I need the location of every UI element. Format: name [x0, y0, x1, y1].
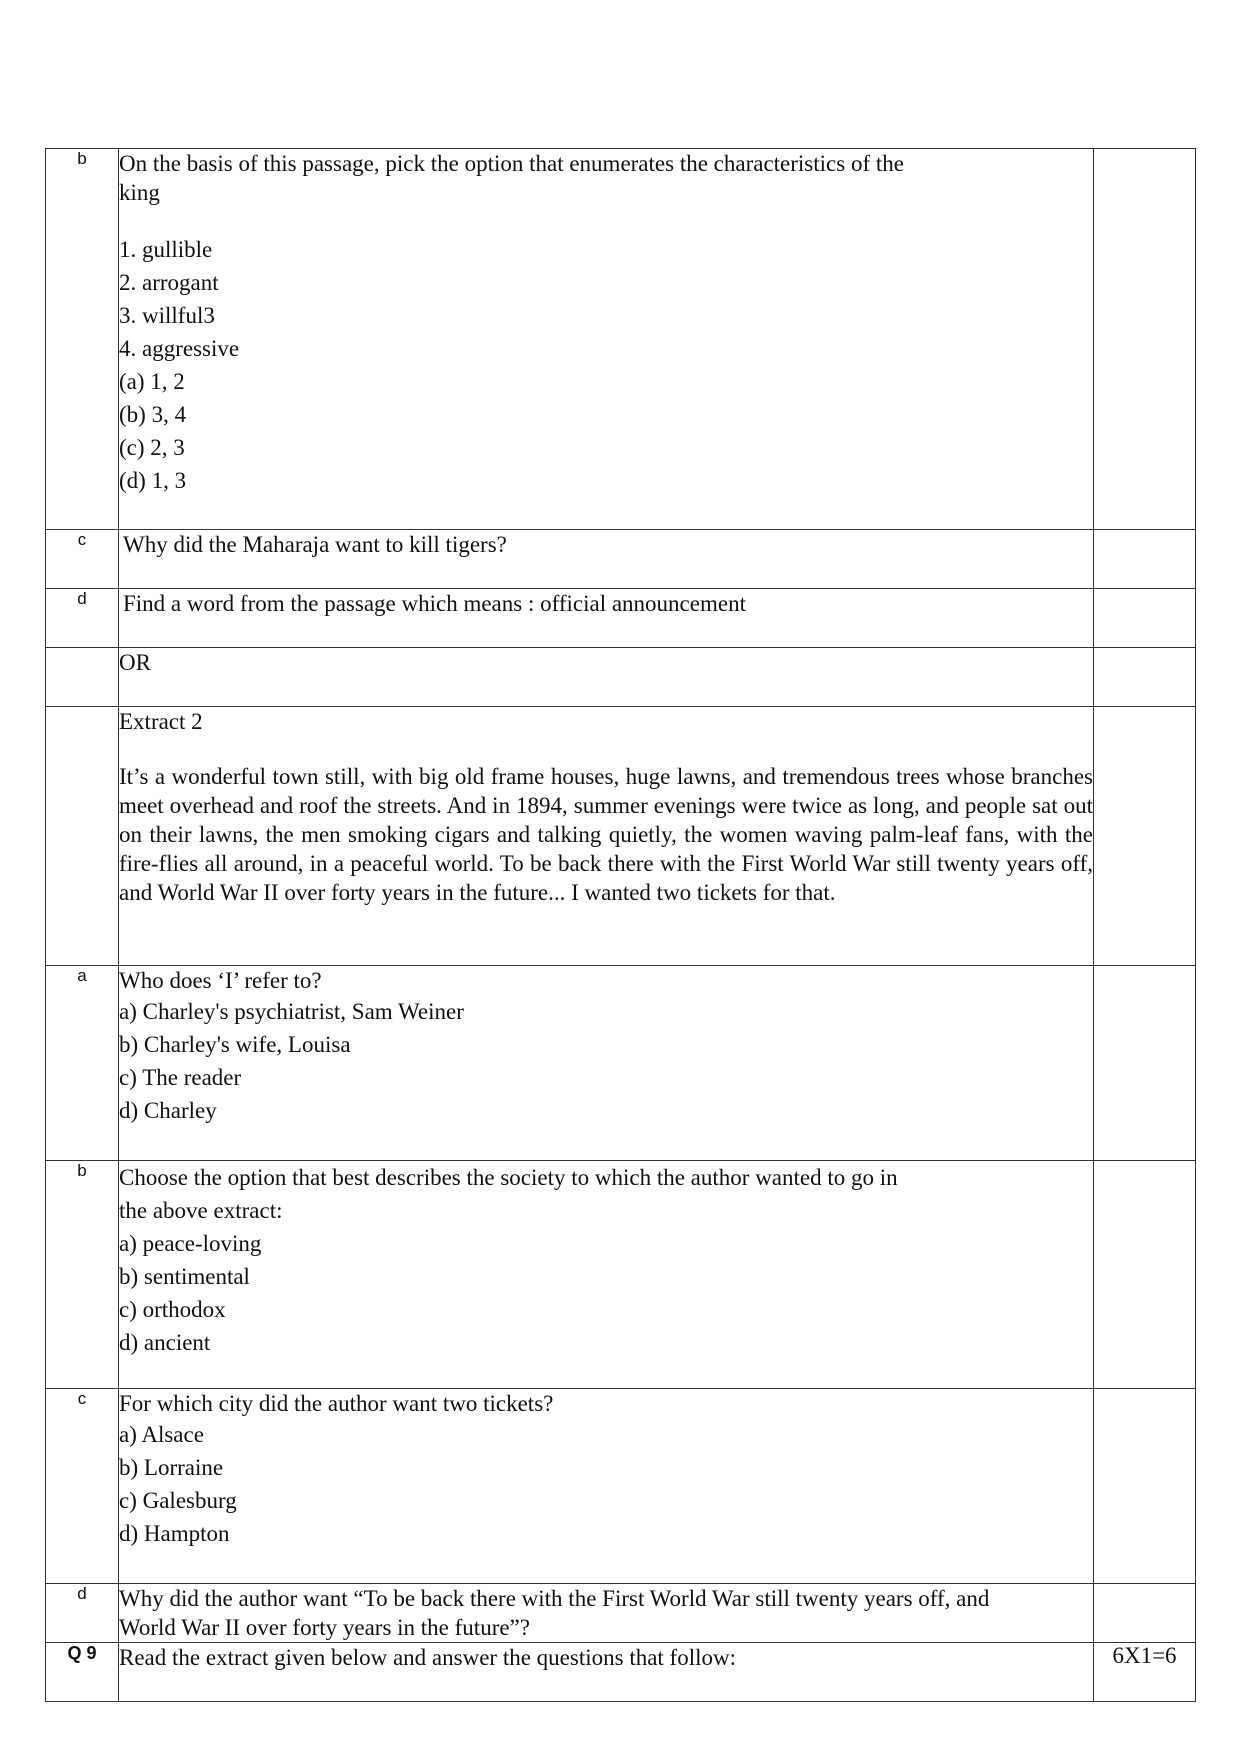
marks-cell [1094, 648, 1196, 707]
marks-cell [1094, 1389, 1196, 1584]
table-row [46, 1161, 1196, 1389]
option: (b) 3, 4 [119, 402, 187, 427]
question-cell [119, 1161, 1094, 1389]
option: (a) 1, 2 [119, 369, 185, 394]
question-cell [119, 1584, 1094, 1643]
question-text-line: the above extract: [119, 1198, 283, 1223]
table-row [46, 149, 1196, 530]
question-text: Find a word from the passage which means : official announcement [119, 589, 1094, 648]
question-text-line: Choose the option that best describes the society to which the author wanted to go in [119, 1165, 898, 1190]
question-number: Q 9 [46, 1643, 119, 1702]
option: b) Lorraine [119, 1455, 224, 1480]
option: a) Alsace [119, 1422, 204, 1447]
question-text-line: World War II over forty years in the future”? [119, 1615, 530, 1640]
option: c) orthodox [119, 1297, 226, 1322]
option: d) Hampton [119, 1521, 230, 1546]
option: (c) 2, 3 [119, 435, 185, 460]
option: c) The reader [119, 1065, 242, 1090]
extract-cell [119, 707, 1094, 966]
extract-passage: It’s a wonderful town still, with big old frame houses, huge lawns, and tremendous trees whose branches meet overhead and roof the streets. And in 1894, summer evenings were twice as long, and people sat out on their lawns, the men smoking cigars and talking quietly, the women waving palm-leaf fans, with the fire-flies all around, in a peaceful world. To be back there with the First World War still twenty years off, and World War II over forty years in the future... I wanted two tickets for that. [119, 764, 1093, 905]
marks-cell [1094, 589, 1196, 648]
table-row [46, 589, 1196, 648]
question-label [46, 707, 119, 966]
table-row [46, 1389, 1196, 1584]
option: c) Galesburg [119, 1488, 237, 1513]
option: b) sentimental [119, 1264, 250, 1289]
marks-cell [1094, 1584, 1196, 1643]
list-item: 2. arrogant [119, 270, 219, 295]
question-text: Who does ‘I’ refer to? [119, 968, 322, 993]
question-table [45, 148, 1196, 1702]
question-label: c [46, 530, 119, 589]
marks-cell [1094, 1161, 1196, 1389]
question-label: b [46, 149, 119, 530]
list-item: 1. gullible [119, 237, 213, 262]
question-label: a [46, 966, 119, 1161]
marks-cell [1094, 149, 1196, 530]
option: d) Charley [119, 1098, 217, 1123]
table-row [46, 1584, 1196, 1643]
table-row [46, 530, 1196, 589]
question-text-line: Why did the author want “To be back there with the First World War still twenty years off, and [119, 1586, 990, 1611]
list-item: 4. aggressive [119, 336, 240, 361]
table-row [46, 648, 1196, 707]
question-text: Why did the Maharaja want to kill tigers? [119, 530, 1094, 589]
option: (d) 1, 3 [119, 468, 187, 493]
question-cell [119, 149, 1094, 530]
table-row [46, 1643, 1196, 1702]
question-text-line: king [119, 180, 160, 205]
question-label: c [46, 1389, 119, 1584]
question-label: d [46, 1584, 119, 1643]
question-label: b [46, 1161, 119, 1389]
marks-cell [1094, 707, 1196, 966]
table-row [46, 966, 1196, 1161]
marks-cell [1094, 966, 1196, 1161]
extract-title: Extract 2 [119, 709, 203, 734]
list-item: 3. willful3 [119, 303, 215, 328]
question-cell [119, 1389, 1094, 1584]
question-label [46, 648, 119, 707]
option: a) peace-loving [119, 1231, 262, 1256]
question-cell [119, 966, 1094, 1161]
marks-value: 6X1=6 [1094, 1643, 1196, 1702]
option: b) Charley's wife, Louisa [119, 1032, 351, 1057]
question-label: d [46, 589, 119, 648]
question-text-line: On the basis of this passage, pick the option that enumerates the characteristics of the [119, 151, 904, 176]
option: a) Charley's psychiatrist, Sam Weiner [119, 999, 464, 1024]
question-text: Read the extract given below and answer the questions that follow: [119, 1643, 1094, 1702]
option: d) ancient [119, 1330, 211, 1355]
question-text: For which city did the author want two tickets? [119, 1391, 554, 1416]
or-separator: OR [119, 648, 1094, 707]
table-row [46, 707, 1196, 966]
marks-cell [1094, 530, 1196, 589]
